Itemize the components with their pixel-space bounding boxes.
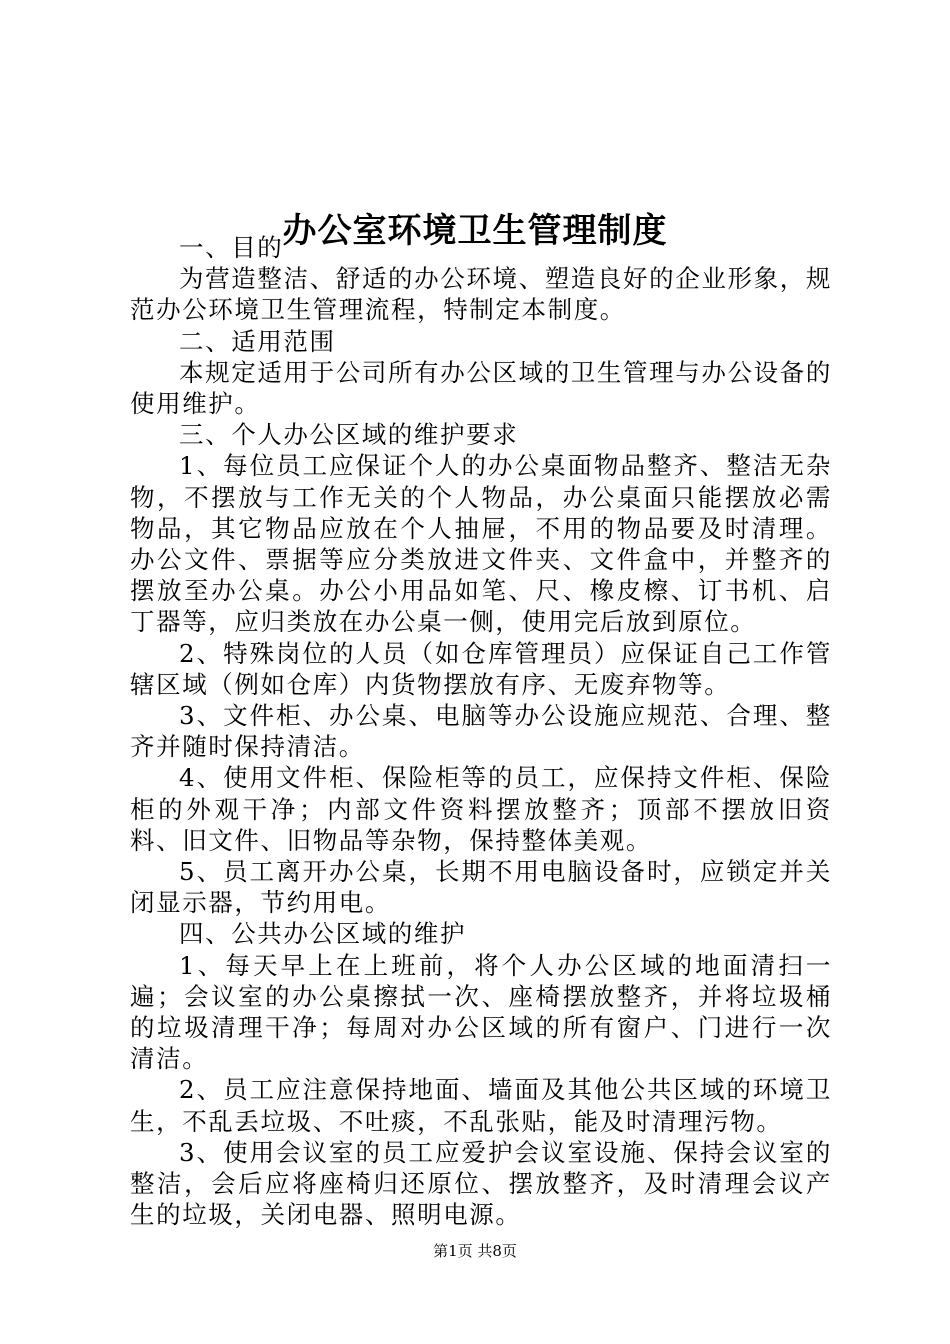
section-heading-personal-area: 三、个人办公区域的维护要求 [179, 420, 519, 450]
paragraph-personal-4: 4、使用文件柜、保险柜等的员工，应保持文件柜、保险柜的外观干净；内部文件资料摆放整齐；顶部不摆放旧资料、旧文件、旧物品等杂物，保持整体美观。 [130, 763, 832, 855]
section-heading-public-area: 四、公共办公区域的维护 [179, 919, 467, 949]
document-title: 办公室环境卫生管理制度 [282, 210, 668, 251]
section-heading-purpose: 一、目的 [179, 233, 284, 262]
paragraph-personal-1: 1、每位员工应保证个人的办公桌面物品整齐、整洁无杂物，不摆放与工作无关的个人物品，办公桌面只能摆放必需物品，其它物品应放在个人抽屉，不用的物品要及时清理。办公文件、票据等应分类放进文件夹、文件盒中，并整齐的摆放至办公桌。办公小用品如笔、尺、橡皮檫、订书机、启丁器等，应归类放在办公桌一侧，使用完后放到原位。 [130, 451, 832, 637]
page-footer: 第1页 共8页 [433, 1242, 517, 1260]
paragraph-personal-5: 5、员工离开办公桌，长期不用电脑设备时，应锁定并关闭显示器，节约用电。 [130, 857, 832, 918]
paragraph-public-1: 1、每天早上在上班前，将个人办公区域的地面清扫一遍；会议室的办公桌擦拭一次、座椅摆放整齐，并将垃圾桶的垃圾清理干净；每周对办公区域的所有窗户、门进行一次清洁。 [130, 950, 832, 1074]
paragraph-personal-2: 2、特殊岗位的人员（如仓库管理员）应保证自己工作管辖区域（例如仓库）内货物摆放有序、无废弃物等。 [130, 638, 832, 699]
paragraph-purpose: 为营造整洁、舒适的办公环境、塑造良好的企业形象，规范办公环境卫生管理流程，特制定本制度。 [130, 264, 832, 325]
section-heading-scope: 二、适用范围 [179, 326, 336, 356]
paragraph-personal-3: 3、文件柜、办公桌、电脑等办公设施应规范、合理、整齐并随时保持清洁。 [130, 701, 832, 762]
document-body [130, 232, 832, 1231]
paragraph-public-3: 3、使用会议室的员工应爱护会议室设施、保持会议室的整洁，会后应将座椅归还原位、摆放整齐，及时清理会议产生的垃圾，关闭电器、照明电源。 [130, 1137, 832, 1230]
paragraph-public-2: 2、员工应注意保持地面、墙面及其他公共区域的环境卫生，不乱丢垃圾、不吐痰，不乱张贴，能及时清理污物。 [130, 1075, 832, 1136]
paragraph-scope: 本规定适用于公司所有办公区域的卫生管理与办公设备的使用维护。 [130, 357, 832, 419]
